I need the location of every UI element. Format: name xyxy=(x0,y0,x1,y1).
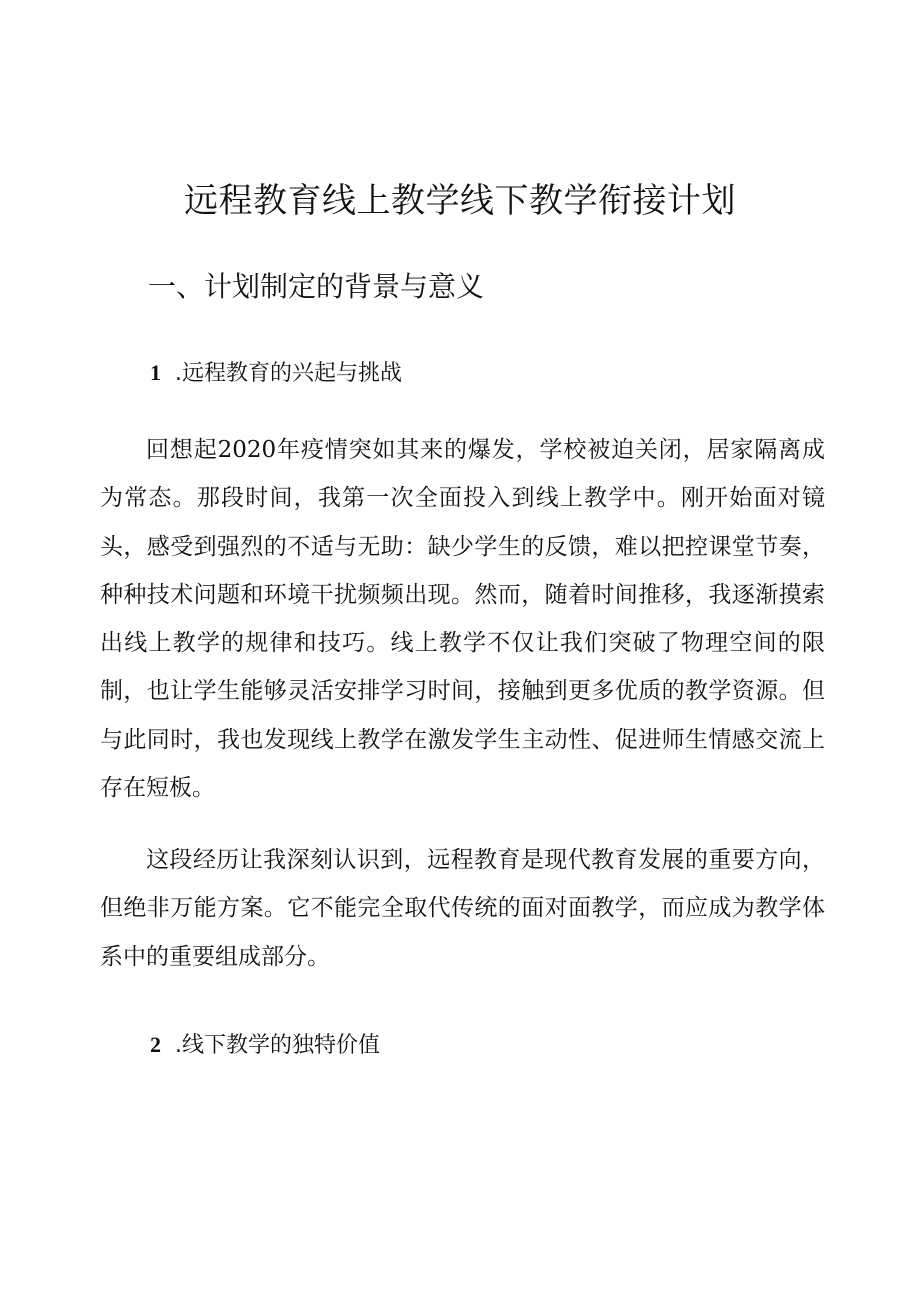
section-heading-background: 一、计划制定的背景与意义 xyxy=(148,270,485,303)
subsection-number: 1 xyxy=(150,360,161,385)
subsection-heading-remote-education xyxy=(150,358,402,389)
paragraph-online-teaching-experience: 回想起2020年疫情突如其来的爆发，学校被迫关闭，居家隔离成为常态。那段时间，我第一次全面投入到线上教学中。刚开始面对镜头，感受到强烈的不适与无助：缺少学生的反馈，难以把控课堂节奏，种种技术问题和环境干扰频频出现。然而，随着时间推移，我逐渐摸索出线上教学的规律和技巧。线上教学不仅让我们突破了物理空间的限制，也让学生能够灵活安排学习时间，接触到更多优质的教学资源。但与此同时，我也发现线上教学在激发学生主动性、促进师生情感交流上存在短板。 xyxy=(100,437,825,802)
subsection-heading-offline-value xyxy=(150,1030,380,1061)
subsection-label: .远程教育的兴起与挑战 xyxy=(175,361,402,386)
paragraph-reflection: 这段经历让我深刻认识到，远程教育是现代教育发展的重要方向，但绝非万能方案。它不能完全取代传统的面对面教学，而应成为教学体系中的重要组成部分。 xyxy=(100,847,825,970)
subsection-number: 2 xyxy=(150,1032,161,1057)
subsection-label: .线下教学的独特价值 xyxy=(175,1033,380,1058)
document-title: 远程教育线上教学线下教学衔接计划 xyxy=(184,181,736,221)
